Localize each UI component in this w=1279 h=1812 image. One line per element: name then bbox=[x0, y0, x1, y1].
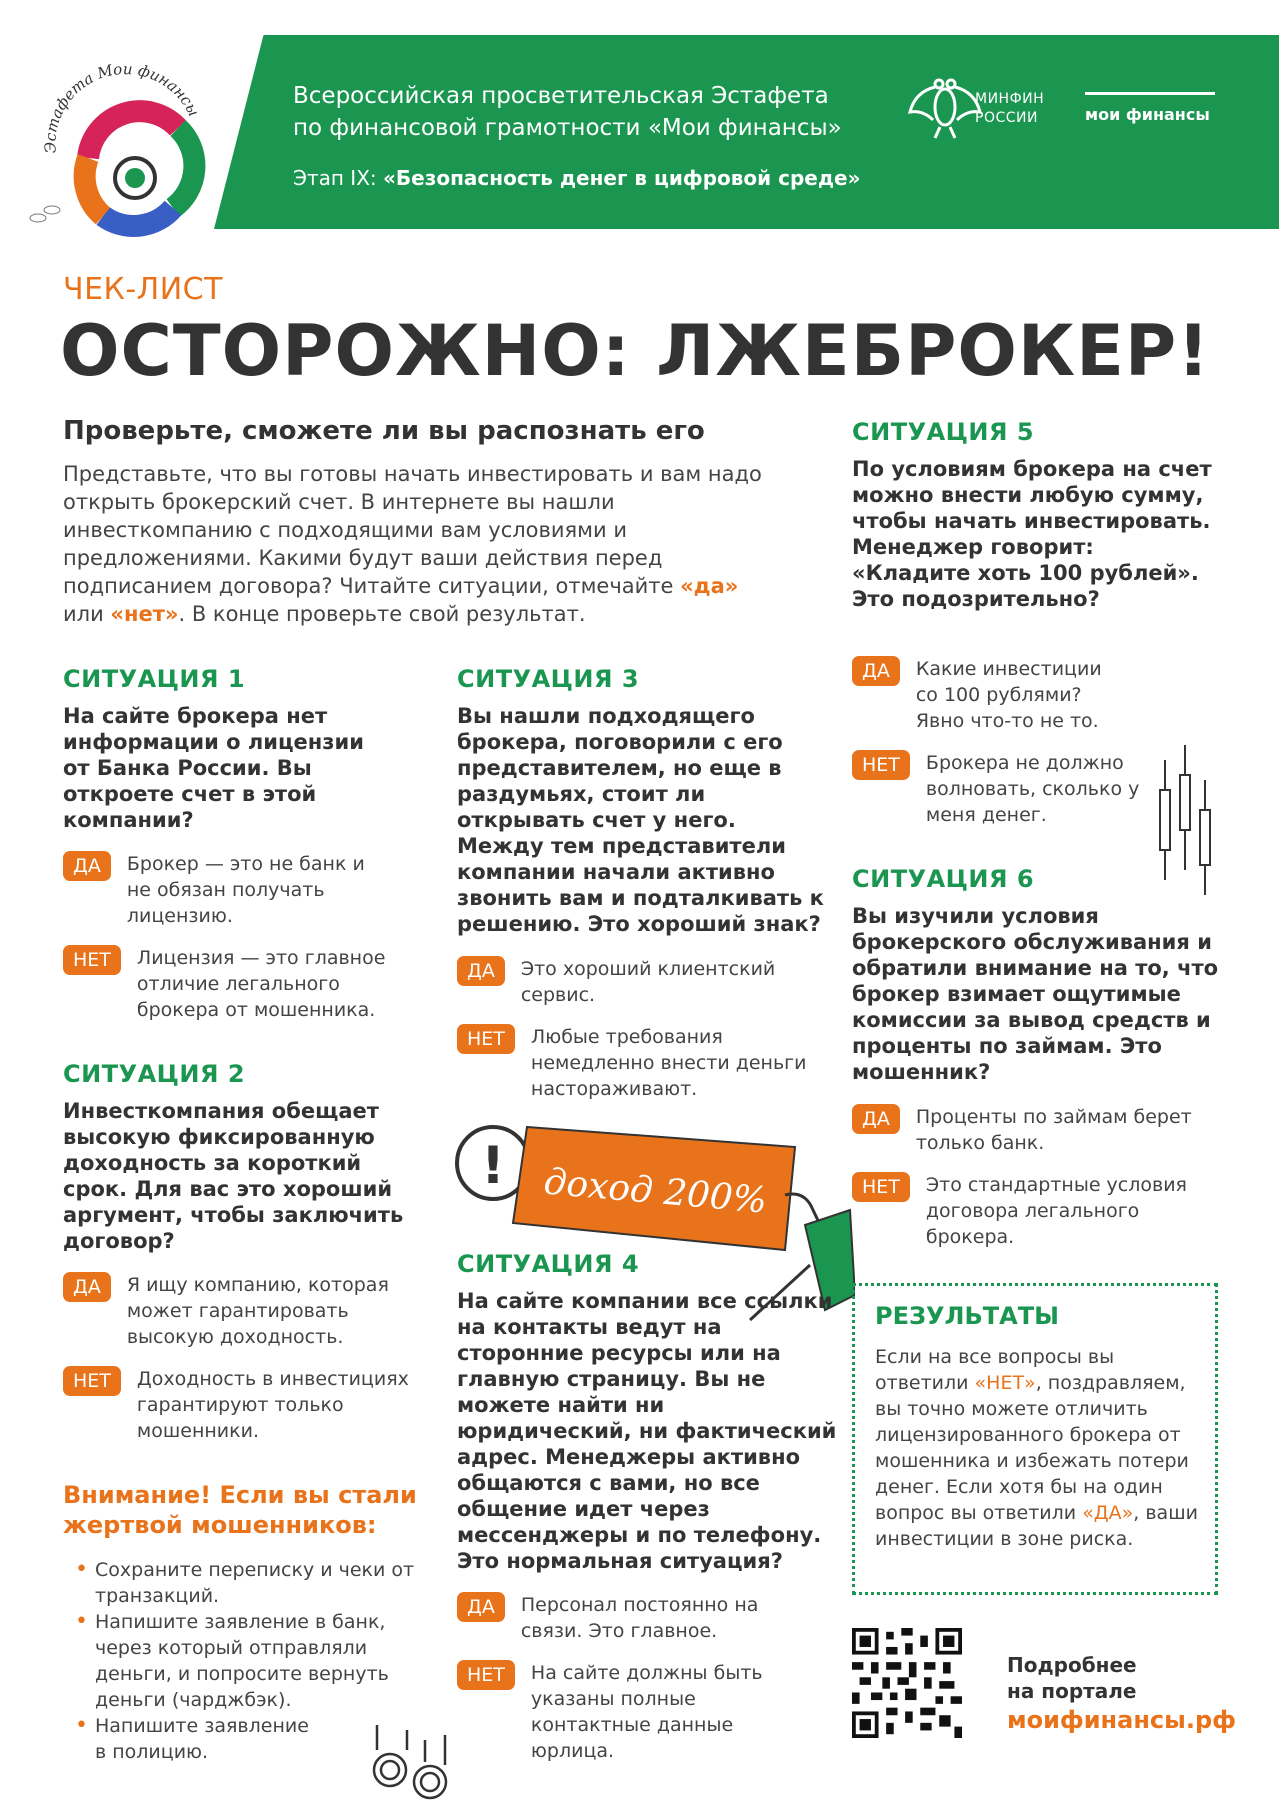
situation-4-yes[interactable] bbox=[457, 1592, 837, 1644]
intro-or: или bbox=[63, 602, 111, 626]
exclaim-mark: ! bbox=[481, 1136, 505, 1196]
moifin-line bbox=[1085, 92, 1215, 95]
warning-item: • Напишите заявление в банк, через который отправляли деньги, и попросите вернуть деньги (чарджбэк). bbox=[75, 1609, 435, 1713]
yes-badge: ДА bbox=[852, 1104, 900, 1134]
minfin-line2: РОССИИ bbox=[975, 110, 1038, 126]
results-yes: «ДА» bbox=[1082, 1502, 1134, 1524]
moifin-logo bbox=[1085, 92, 1215, 124]
answer-text: Проценты по займам берет только банк. bbox=[915, 1106, 1192, 1154]
answer-text: Доходность в инвестициях гарантируют только мошенники. bbox=[136, 1368, 409, 1442]
intro-end: . В конце проверьте свой результат. bbox=[178, 602, 586, 626]
situation-6-no[interactable] bbox=[852, 1172, 1232, 1250]
situation-2-no[interactable] bbox=[63, 1366, 433, 1444]
yes-badge: ДА bbox=[63, 1272, 111, 1302]
situation-4-question: На сайте компании все ссылки на контакты ведут на сторонние ресурсы или на главную страницу. Вы не можете найти ни юридический, ни фактический адрес. Менеджеры активно общаются с вами, но все общение идет через мессенджеры и по телефону. Это нормальная ситуация? bbox=[457, 1289, 837, 1573]
answer-text: Это стандартные условия договора легального брокера. bbox=[925, 1174, 1187, 1248]
minfin-label bbox=[975, 90, 1044, 128]
results-title: РЕЗУЛЬТАТЫ bbox=[875, 1302, 1059, 1330]
situation-6-title: СИТУАЦИЯ 6 bbox=[852, 865, 1035, 893]
results-part3: , ваши инвестиции в зоне риска. bbox=[875, 1502, 1198, 1550]
logo-text: Эстафета Мои финансы bbox=[41, 59, 203, 154]
situation-5-no[interactable] bbox=[852, 750, 1152, 828]
header-title bbox=[293, 80, 853, 144]
situation-4-title: СИТУАЦИЯ 4 bbox=[457, 1250, 640, 1278]
yes-badge: ДА bbox=[457, 956, 505, 986]
situation-6-yes[interactable] bbox=[852, 1104, 1232, 1156]
portal-line1: Подробнее bbox=[1007, 1653, 1137, 1677]
situation-5-yes[interactable] bbox=[852, 656, 1152, 734]
header-stage bbox=[293, 166, 861, 190]
situation-1-question: На сайте брокера нет информации о лицензии от Банка России. Вы откроете счет в этой компании? bbox=[63, 704, 364, 832]
situation-5-question: По условиям брокера на счет можно внести любую сумму, чтобы начать инвестировать. Менеджер говорит: «Кладите хоть 100 рублей». Это подозрительно? bbox=[852, 457, 1212, 611]
no-badge: НЕТ bbox=[852, 1172, 910, 1202]
stage-name: «Безопасность денег в цифровой среде» bbox=[383, 166, 861, 190]
situation-1-title: СИТУАЦИЯ 1 bbox=[63, 665, 246, 693]
results-part1: Если на все вопросы вы ответили bbox=[875, 1346, 1115, 1394]
situation-1-yes[interactable] bbox=[63, 851, 423, 929]
situation-3-yes[interactable] bbox=[457, 956, 837, 1008]
portal-label bbox=[1007, 1652, 1137, 1704]
situation-5-title: СИТУАЦИЯ 5 bbox=[852, 418, 1035, 446]
no-badge: НЕТ bbox=[63, 1366, 121, 1396]
results-box bbox=[852, 1283, 1218, 1595]
answer-text: Это хороший клиентский сервис. bbox=[520, 958, 776, 1006]
intro-yes: «да» bbox=[680, 574, 739, 598]
no-badge: НЕТ bbox=[457, 1024, 515, 1054]
results-no: «НЕТ» bbox=[974, 1372, 1036, 1394]
situation-6-question: Вы изучили условия брокерского обслуживания и обратили внимание на то, что брокер взимает ощутимые комиссии за вывод средств и проценты по займам. Это мошенник? bbox=[852, 904, 1219, 1084]
header-title-line1: Всероссийская просветительская Эстафета bbox=[293, 83, 829, 109]
answer-text: Любые требования немедленно внести деньги настораживают. bbox=[530, 1026, 807, 1100]
situation-4-no[interactable] bbox=[457, 1660, 837, 1764]
portal-link[interactable]: моифинансы.рф bbox=[1007, 1706, 1236, 1734]
yes-badge: ДА bbox=[63, 851, 111, 881]
situation-3-question: Вы нашли подходящего брокера, поговорили с его представителем, но еще в раздумьях, стоит ли открывать счет у него. Между тем представители компании начали активно звонить вам и подталкивать к решению. Это хороший знак? bbox=[457, 704, 824, 936]
coins-icon bbox=[365, 1720, 465, 1800]
no-badge: НЕТ bbox=[457, 1660, 515, 1690]
answer-text: Брокера не должно волновать, сколько у меня денег. bbox=[925, 752, 1140, 826]
header-title-line2: по финансовой грамотности «Мои финансы» bbox=[293, 115, 842, 141]
yes-badge: ДА bbox=[457, 1592, 505, 1622]
estafeta-logo bbox=[18, 48, 218, 238]
results-text bbox=[875, 1344, 1205, 1552]
qr-code-icon[interactable] bbox=[852, 1628, 962, 1738]
answer-text: Лицензия — это главное отличие легального брокера от мошенника. bbox=[136, 947, 386, 1021]
warning-item: • Сохраните переписку и чеки от транзакций. bbox=[75, 1557, 435, 1609]
answer-text: Персонал постоянно на связи. Это главное. bbox=[520, 1594, 759, 1642]
subtitle: Проверьте, сможете ли вы распознать его bbox=[63, 416, 705, 446]
stage-prefix: Этап IX: bbox=[293, 166, 383, 190]
answer-text: На сайте должны быть указаны полные контактные данные юрлица. bbox=[530, 1662, 763, 1762]
situation-2-title: СИТУАЦИЯ 2 bbox=[63, 1060, 246, 1088]
warning-item: • Напишите заявление в полицию. bbox=[75, 1713, 315, 1765]
situation-3-no[interactable] bbox=[457, 1024, 837, 1102]
portal-line2: на портале bbox=[1007, 1679, 1137, 1703]
kicker: ЧЕК-ЛИСТ bbox=[63, 272, 223, 307]
intro-no: «нет» bbox=[110, 602, 179, 626]
answer-text: Какие инвестиции со 100 рублями? Явно что-то не то. bbox=[915, 658, 1102, 732]
candlestick-icon bbox=[1155, 740, 1225, 900]
intro-text: Представьте, что вы готовы начать инвестировать и вам надо открыть брокерский счет. В интернете вы нашли инвесткомпанию с подходящими вам условиями и предложениями. Какими будут ваши действия перед подписанием договора? Читайте ситуации, отмечайте bbox=[63, 462, 762, 598]
results-part2: , поздравляем, вы точно можете отличить лицензированного брокера от мошенника и избежать потери денег. Если хотя бы на один вопрос вы ответили bbox=[875, 1372, 1189, 1524]
moifin-text: мои финансы bbox=[1085, 105, 1210, 124]
intro-paragraph bbox=[63, 460, 783, 628]
situation-2-question: Инвесткомпания обещает высокую фиксированную доходность за короткий срок. Для вас это хороший аргумент, чтобы заключить договор? bbox=[63, 1099, 404, 1253]
answer-text: Я ищу компанию, которая может гарантировать высокую доходность. bbox=[126, 1274, 389, 1348]
sign-text: доход 200% bbox=[542, 1161, 769, 1222]
no-badge: НЕТ bbox=[852, 750, 910, 780]
answer-text: Брокер — это не банк и не обязан получать лицензию. bbox=[126, 853, 365, 927]
yes-badge: ДА bbox=[852, 656, 900, 686]
situation-2-yes[interactable] bbox=[63, 1272, 433, 1350]
warning-title: Внимание! Если вы стали жертвой мошенников: bbox=[63, 1481, 417, 1539]
page-title: ОСТОРОЖНО: ЛЖЕБРОКЕР! bbox=[60, 310, 1211, 392]
minfin-line1: МИНФИН bbox=[975, 91, 1045, 107]
situation-1-no[interactable] bbox=[63, 945, 423, 1023]
no-badge: НЕТ bbox=[63, 945, 121, 975]
situation-3-title: СИТУАЦИЯ 3 bbox=[457, 665, 640, 693]
